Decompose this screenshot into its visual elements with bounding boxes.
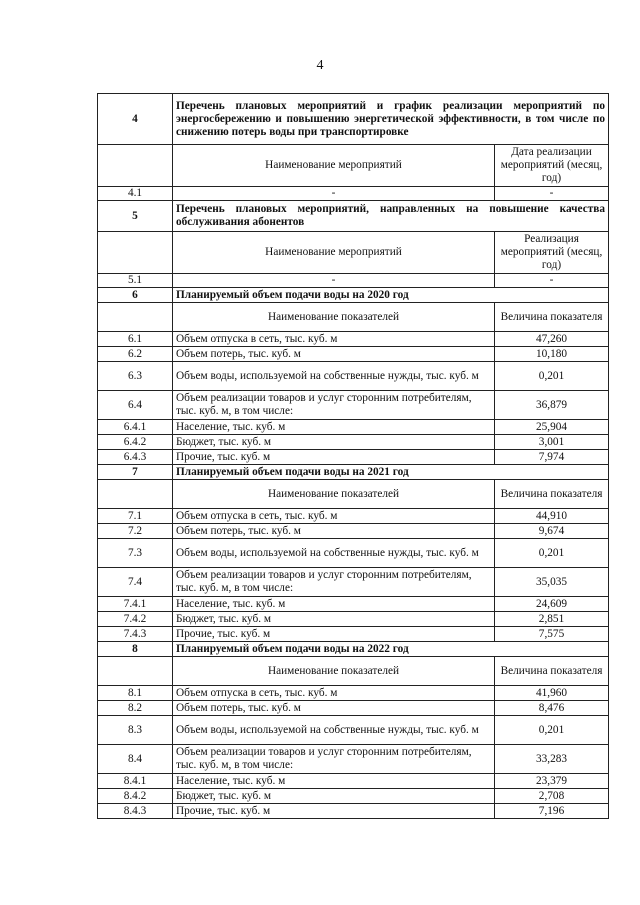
column-header-row — [98, 303, 609, 332]
row-value: 0,201 — [495, 539, 609, 568]
column-header-value: Дата реализации мероприятий (месяц, год) — [495, 145, 609, 187]
section-number: 8 — [98, 642, 173, 657]
section-title: Перечень плановых мероприятий и график реализации мероприятий по энергосбережению и повышению энергетической эффективности, в том числе по снижению потерь воды при транспортировке — [173, 94, 609, 145]
row-number: 8.1 — [98, 686, 173, 701]
header-empty-cell — [98, 232, 173, 274]
row-value: 47,260 — [495, 332, 609, 347]
column-header-name: Наименование мероприятий — [173, 145, 495, 187]
table-row — [98, 450, 609, 465]
row-value: 41,960 — [495, 686, 609, 701]
table-row — [98, 745, 609, 774]
column-header-name: Наименование показателей — [173, 480, 495, 509]
row-name: Объем потерь, тыс. куб. м — [173, 701, 495, 716]
row-number: 6.4.3 — [98, 450, 173, 465]
row-value: 23,379 — [495, 774, 609, 789]
row-name: - — [173, 274, 495, 288]
row-value: 2,708 — [495, 789, 609, 804]
row-number: 6.2 — [98, 347, 173, 362]
row-name: Объем реализации товаров и услуг сторонним потребителям, тыс. куб. м, в том числе: — [173, 391, 495, 420]
column-header-name: Наименование мероприятий — [173, 232, 495, 274]
row-number: 7.4 — [98, 568, 173, 597]
row-value: 10,180 — [495, 347, 609, 362]
row-number: 7.4.1 — [98, 597, 173, 612]
row-value: 7,196 — [495, 804, 609, 819]
row-value: 25,904 — [495, 420, 609, 435]
column-header-row — [98, 657, 609, 686]
table-row — [98, 686, 609, 701]
header-empty-cell — [98, 145, 173, 187]
row-name: Объем отпуска в сеть, тыс. куб. м — [173, 509, 495, 524]
row-name: Бюджет, тыс. куб. м — [173, 435, 495, 450]
table-row — [98, 804, 609, 819]
row-name: Прочие, тыс. куб. м — [173, 450, 495, 465]
row-value: 0,201 — [495, 362, 609, 391]
section-title-row — [98, 94, 609, 145]
table-row — [98, 597, 609, 612]
column-header-row — [98, 480, 609, 509]
row-number: 7.1 — [98, 509, 173, 524]
table-row — [98, 347, 609, 362]
row-name: Объем воды, используемой на собственные нужды, тыс. куб. м — [173, 362, 495, 391]
row-number: 8.4.2 — [98, 789, 173, 804]
row-number: 8.4.3 — [98, 804, 173, 819]
table-row — [98, 774, 609, 789]
section-number: 6 — [98, 288, 173, 303]
table-row — [98, 420, 609, 435]
section-number: 5 — [98, 201, 173, 232]
section-title-row — [98, 465, 609, 480]
table-row — [98, 627, 609, 642]
table-row — [98, 509, 609, 524]
row-number: 8.3 — [98, 716, 173, 745]
section-title: Планируемый объем подачи воды на 2021 год — [173, 465, 609, 480]
row-number: 8.4.1 — [98, 774, 173, 789]
header-empty-cell — [98, 657, 173, 686]
row-number: 8.4 — [98, 745, 173, 774]
row-number: 7.3 — [98, 539, 173, 568]
table-row — [98, 391, 609, 420]
row-value: 2,851 — [495, 612, 609, 627]
row-name: Население, тыс. куб. м — [173, 597, 495, 612]
table-row — [98, 274, 609, 288]
row-name: Объем отпуска в сеть, тыс. куб. м — [173, 332, 495, 347]
table-row — [98, 539, 609, 568]
header-empty-cell — [98, 303, 173, 332]
section-title-row — [98, 642, 609, 657]
section-title: Планируемый объем подачи воды на 2022 год — [173, 642, 609, 657]
row-name: Прочие, тыс. куб. м — [173, 627, 495, 642]
section-title: Планируемый объем подачи воды на 2020 год — [173, 288, 609, 303]
row-value: 9,674 — [495, 524, 609, 539]
column-header-value: Реализация мероприятий (месяц, год) — [495, 232, 609, 274]
table-row — [98, 332, 609, 347]
row-name: Население, тыс. куб. м — [173, 774, 495, 789]
row-value: 33,283 — [495, 745, 609, 774]
plan-table — [97, 93, 609, 819]
column-header-name: Наименование показателей — [173, 657, 495, 686]
row-name: Бюджет, тыс. куб. м — [173, 612, 495, 627]
row-value: - — [495, 274, 609, 288]
table-row — [98, 716, 609, 745]
table-row — [98, 789, 609, 804]
row-number: 6.4 — [98, 391, 173, 420]
column-header-name: Наименование показателей — [173, 303, 495, 332]
row-number: 8.2 — [98, 701, 173, 716]
page-number: 4 — [316, 58, 324, 73]
row-number: 6.4.2 — [98, 435, 173, 450]
row-number: 4.1 — [98, 187, 173, 201]
row-name: Бюджет, тыс. куб. м — [173, 789, 495, 804]
row-value: 0,201 — [495, 716, 609, 745]
row-value: 36,879 — [495, 391, 609, 420]
row-value: 7,575 — [495, 627, 609, 642]
row-number: 5.1 — [98, 274, 173, 288]
row-name: Объем воды, используемой на собственные нужды, тыс. куб. м — [173, 716, 495, 745]
section-number: 4 — [98, 94, 173, 145]
row-name: Население, тыс. куб. м — [173, 420, 495, 435]
row-number: 7.4.2 — [98, 612, 173, 627]
table-row — [98, 612, 609, 627]
column-header-row — [98, 145, 609, 187]
table-row — [98, 362, 609, 391]
column-header-row — [98, 232, 609, 274]
row-value: 35,035 — [495, 568, 609, 597]
row-name: Объем реализации товаров и услуг сторонним потребителям, тыс. куб. м, в том числе: — [173, 745, 495, 774]
row-name: Прочие, тыс. куб. м — [173, 804, 495, 819]
row-value: 8,476 — [495, 701, 609, 716]
row-value: 7,974 — [495, 450, 609, 465]
table-row — [98, 187, 609, 201]
row-value: 3,001 — [495, 435, 609, 450]
section-title-row — [98, 288, 609, 303]
row-name: Объем реализации товаров и услуг сторонним потребителям, тыс. куб. м, в том числе: — [173, 568, 495, 597]
header-empty-cell — [98, 480, 173, 509]
row-name: Объем воды, используемой на собственные нужды, тыс. куб. м — [173, 539, 495, 568]
column-header-value: Величина показателя — [495, 657, 609, 686]
row-name: Объем потерь, тыс. куб. м — [173, 347, 495, 362]
column-header-value: Величина показателя — [495, 480, 609, 509]
column-header-value: Величина показателя — [495, 303, 609, 332]
row-value: 24,609 — [495, 597, 609, 612]
row-number: 7.2 — [98, 524, 173, 539]
table-row — [98, 435, 609, 450]
table-row — [98, 524, 609, 539]
row-number: 6.1 — [98, 332, 173, 347]
row-name: Объем потерь, тыс. куб. м — [173, 524, 495, 539]
section-title-row — [98, 201, 609, 232]
row-value: 44,910 — [495, 509, 609, 524]
row-number: 7.4.3 — [98, 627, 173, 642]
table-row — [98, 701, 609, 716]
row-name: - — [173, 187, 495, 201]
row-number: 6.4.1 — [98, 420, 173, 435]
row-number: 6.3 — [98, 362, 173, 391]
table-row — [98, 568, 609, 597]
row-value: - — [495, 187, 609, 201]
section-number: 7 — [98, 465, 173, 480]
row-name: Объем отпуска в сеть, тыс. куб. м — [173, 686, 495, 701]
section-title: Перечень плановых мероприятий, направленных на повышение качества обслуживания абонентов — [173, 201, 609, 232]
